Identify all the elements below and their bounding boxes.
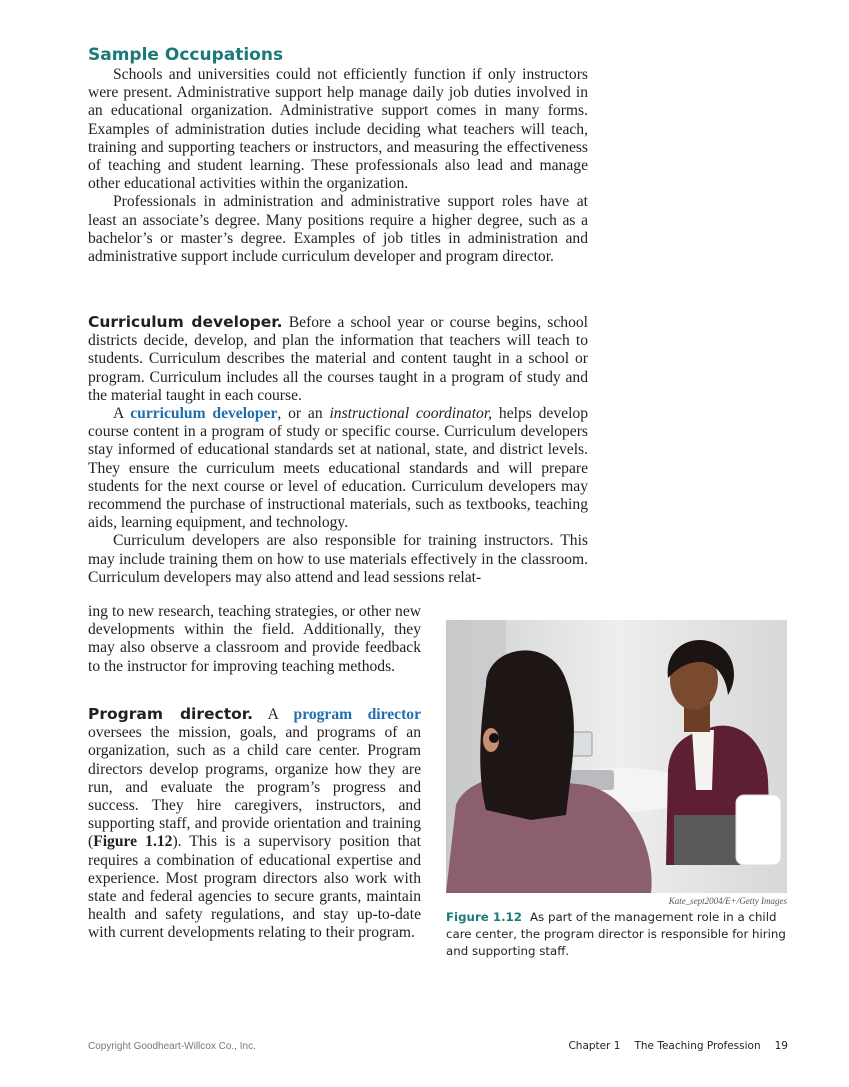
photo-credit: Kate_sept2004/E+/Getty Images [668, 896, 787, 906]
intro-paragraph-1: Schools and universities could not efficiently function if only instructors were present. Administrative support help manage daily job duties involved in an educational organization. Administrative support comes in many forms. Examples of administration duties include deciding what teachers will teach, training and supporting teachers or instructors, and measuring the effectiveness of teaching and student learning. These professionals also lead and manage other educational activities within the organization. [88, 66, 588, 193]
curriculum-continued-block [88, 603, 421, 676]
program-text-mid: oversees the mission, goals, and programs of an organization, such as a child care center. Program directors develop programs, organize how they are run, and evaluate the program’s progress and success. They hire caregivers, instructors, and supporting staff, and provide orientation and training ( [88, 724, 421, 851]
footer-chapter: Chapter 1 [568, 1040, 621, 1052]
curriculum-p2-rest: helps develop course content in a program of study or specific course. Curriculum developers stay informed of educational standards set at national, state, and district levels. They ensure the curriculum meets educational standards and will prepare students for the next course or level of education. Curriculum developers may recommend the purchase of instructional materials, such as textbooks, teaching aids, learning equipment, and technology. [88, 405, 589, 532]
term-program-director: program director [293, 706, 421, 723]
program-text-end: ). This is a supervisory position that requires a combination of educational expertise and experience. Most program directors also work with state and federal agencies to secure grants, maintain health and safety regulations, and stay up-to-date with current developments relating to their program. [88, 833, 421, 942]
term-curriculum-developer: curriculum developer [130, 405, 278, 423]
figure-photo [446, 620, 787, 893]
photo-illustration [446, 620, 787, 893]
curriculum-paragraph-2 [88, 405, 588, 532]
page-number: 19 [774, 1040, 788, 1052]
chair [736, 795, 781, 865]
program-block [88, 705, 421, 943]
curriculum-paragraph-3-continued: ing to new research, teaching strategies, or other new developments within the field. Additionally, they may also observe a classroom and provide feedback to the instructor for improving teaching methods. [88, 603, 421, 675]
curriculum-paragraph-1 [88, 313, 588, 405]
hair-clip [489, 733, 499, 743]
section-heading: Sample Occupations [88, 45, 284, 65]
figure-label: Figure 1.12 [446, 910, 522, 924]
intro-paragraph-2: Professionals in administration and administrative support roles have at least an associate’s degree. Many positions require a higher degree, such as a bachelor’s or master’s degree. Examples of job titles in administration and administrative support include curriculum developer and program director. [88, 193, 588, 266]
figure-reference[interactable]: Figure 1.12 [93, 833, 173, 851]
term-instructional-coordinator: instructional coordinator, [329, 405, 493, 423]
intro-block [88, 66, 588, 266]
program-heading: Program director. [88, 705, 254, 723]
curriculum-text-1: Before a school year or course begins, school districts decide, develop, and plan the information that teachers will teach to students. Curriculum describes the material and content taught in a school or program. Curriculum includes all the courses taught in a program of study and the material taught in each course. [88, 314, 588, 404]
program-paragraph [88, 705, 421, 943]
curriculum-p2-mid: , or an [277, 405, 323, 423]
footer-title: The Teaching Profession [634, 1040, 761, 1052]
curriculum-heading: Curriculum developer. [88, 313, 283, 331]
program-text-start: A [267, 706, 279, 723]
figure-caption-text: As part of the management role in a child care center, the program director is responsible for hiring and supporting staff. [446, 910, 786, 958]
curriculum-block [88, 313, 588, 587]
woman-right-skirt [674, 815, 744, 865]
footer-running-head [568, 1040, 788, 1052]
figure-caption [446, 909, 791, 960]
curriculum-p2-start: A [113, 405, 124, 423]
curriculum-paragraph-3: Curriculum developers are also responsible for training instructors. This may include training them on how to use materials effectively in the classroom. Curriculum developers may also attend and lead sessions relat- [88, 532, 588, 586]
footer-copyright: Copyright Goodheart-Willcox Co., Inc. [88, 1041, 256, 1052]
